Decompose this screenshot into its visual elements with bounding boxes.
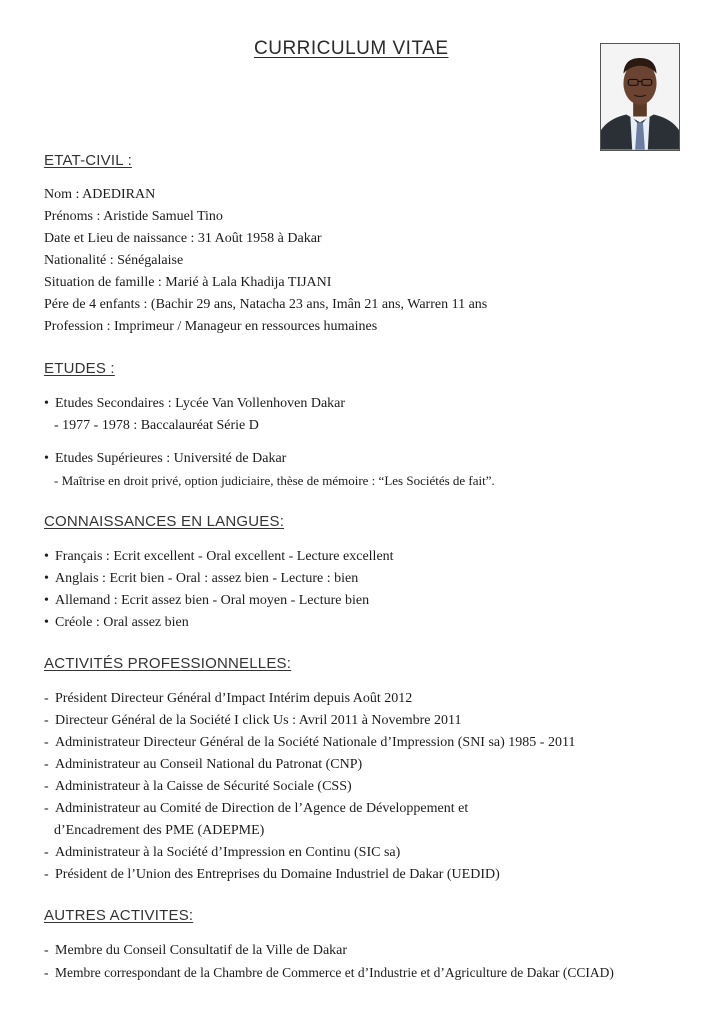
- list-item: [44, 778, 352, 796]
- section-heading-etudes: ETUDES :: [44, 360, 115, 377]
- etudes-secondaires: Etudes Secondaires : Lycée Van Vollenhoven Dakar: [55, 396, 346, 411]
- list-item: [44, 395, 345, 413]
- activite-pro-3: Administrateur Directeur Général de la Société Nationale d’Impression (SNI sa) 1985 - 2011: [55, 735, 576, 750]
- dash-bullet-icon: -: [44, 735, 49, 750]
- bullet-icon: •: [44, 593, 49, 608]
- bullet-icon: •: [44, 615, 49, 630]
- dash-bullet-icon: -: [44, 691, 49, 706]
- list-item: [44, 592, 369, 610]
- section-heading-activites-professionnelles: ACTIVITÉS PROFESSIONNELLES:: [44, 655, 292, 672]
- portrait-photo-icon: [601, 44, 679, 150]
- autre-activite-2: Membre correspondant de la Chambre de Commerce et d’Industrie et d’Agriculture de Dakar (CCIAD): [55, 965, 614, 980]
- list-item: [44, 866, 500, 884]
- etat-civil-situation: Situation de famille : Marié à Lala Khadija TIJANI: [44, 275, 332, 290]
- etat-civil-prenoms: Prénoms : Aristide Samuel Tino: [44, 209, 223, 224]
- etat-civil-naissance: Date et Lieu de naissance : 31 Août 1958 à Dakar: [44, 231, 322, 246]
- activite-pro-6: Administrateur au Comité de Direction de l’Agence de Développement et: [55, 801, 469, 816]
- list-item: [44, 570, 358, 588]
- list-item: [44, 734, 575, 752]
- langue-allemand: Allemand : Ecrit assez bien - Oral moyen - Lecture bien: [55, 593, 370, 608]
- dash-bullet-icon: -: [44, 713, 49, 728]
- langue-francais: Français : Ecrit excellent - Oral excellent - Lecture excellent: [55, 549, 394, 564]
- activite-pro-5: Administrateur à la Caisse de Sécurité Sociale (CSS): [55, 779, 352, 794]
- dash-bullet-icon: -: [44, 757, 49, 772]
- list-item: [44, 942, 347, 960]
- etudes-secondaires-detail: - 1977 - 1978 : Baccalauréat Série D: [54, 418, 259, 433]
- list-item: [44, 712, 462, 730]
- activite-pro-2: Directeur Général de la Société I click Us : Avril 2011 à Novembre 2011: [55, 713, 462, 728]
- bullet-icon: •: [44, 451, 49, 466]
- etat-civil-nom: Nom : ADEDIRAN: [44, 187, 156, 202]
- etudes-superieures: Etudes Supérieures : Université de Dakar: [55, 451, 287, 466]
- etat-civil-enfants: Pére de 4 enfants : (Bachir 29 ans, Natacha 23 ans, Imân 21 ans, Warren 11 ans: [44, 297, 488, 312]
- bullet-icon: •: [44, 549, 49, 564]
- etat-civil-nationalite: Nationalité : Sénégalaise: [44, 253, 184, 268]
- dash-bullet-icon: -: [44, 801, 49, 816]
- section-heading-langues: CONNAISSANCES EN LANGUES:: [44, 513, 285, 530]
- list-item: [44, 548, 394, 566]
- page-title: CURRICULUM VITAE: [254, 38, 449, 59]
- activite-pro-1: Président Directeur Général d’Impact Intérim depuis Août 2012: [55, 691, 413, 706]
- bullet-icon: •: [44, 571, 49, 586]
- list-item: [44, 964, 614, 982]
- bullet-icon: •: [44, 396, 49, 411]
- list-item: [44, 450, 286, 468]
- etat-civil-profession: Profession : Imprimeur / Manageur en ressources humaines: [44, 319, 378, 334]
- activite-pro-7: Administrateur à la Société d’Impression en Continu (SIC sa): [55, 845, 401, 860]
- portrait-photo: [600, 43, 680, 151]
- dash-bullet-icon: -: [44, 965, 49, 980]
- activite-pro-6-continuation: d’Encadrement des PME (ADEPME): [54, 823, 265, 838]
- dash-bullet-icon: -: [44, 867, 49, 882]
- list-item: [44, 690, 412, 708]
- list-item: [44, 844, 400, 862]
- list-item: [44, 614, 189, 632]
- section-heading-autres-activites: AUTRES ACTIVITES:: [44, 907, 194, 924]
- langue-creole: Créole : Oral assez bien: [55, 615, 189, 630]
- langue-anglais: Anglais : Ecrit bien - Oral : assez bien - Lecture : bien: [55, 571, 359, 586]
- autre-activite-1: Membre du Conseil Consultatif de la Ville de Dakar: [55, 943, 348, 958]
- section-heading-etat-civil: ETAT-CIVIL :: [44, 152, 132, 169]
- dash-bullet-icon: -: [44, 943, 49, 958]
- dash-bullet-icon: -: [44, 779, 49, 794]
- etudes-superieures-detail: - Maîtrise en droit privé, option judiciaire, thèse de mémoire : “Les Sociétés de fait”.: [54, 473, 495, 488]
- list-item: [44, 756, 362, 774]
- activite-pro-4: Administrateur au Conseil National du Patronat (CNP): [55, 757, 363, 772]
- list-item: [44, 800, 468, 818]
- activite-pro-8: Président de l’Union des Entreprises du Domaine Industriel de Dakar (UEDID): [55, 867, 500, 882]
- dash-bullet-icon: -: [44, 845, 49, 860]
